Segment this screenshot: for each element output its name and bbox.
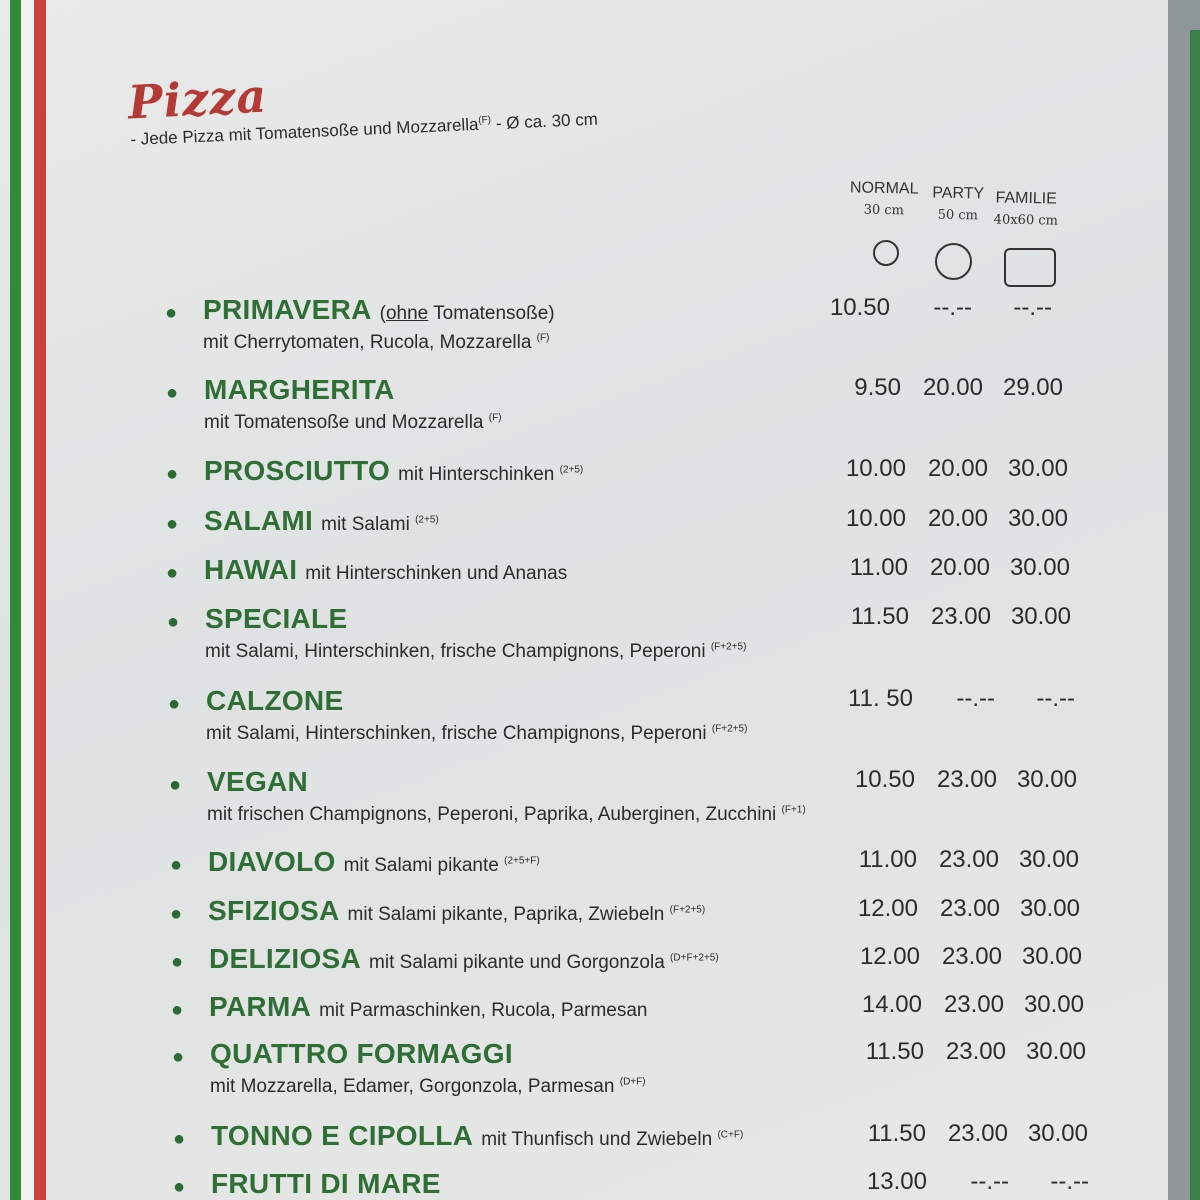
description-text: mit frischen Champignons, Peperoni, Paprika, Auberginen, Zucchini bbox=[207, 804, 777, 825]
price-party: 23.00 bbox=[936, 766, 997, 793]
bullet-icon: ● bbox=[169, 774, 182, 796]
menu-item-hawai bbox=[166, 554, 1106, 586]
item-description bbox=[207, 804, 1109, 826]
item-name: QUATTRO FORMAGGI bbox=[210, 1038, 513, 1069]
price-normal: 11.00 bbox=[849, 554, 908, 581]
item-name: MARGHERITA bbox=[204, 374, 395, 405]
next-page-edge bbox=[1168, 0, 1200, 1200]
price-normal: 11.50 bbox=[850, 603, 909, 630]
menu-item-quattro-formaggi bbox=[172, 1038, 1112, 1098]
allergen-code: (F+2+5) bbox=[669, 904, 706, 916]
price-party: 20.00 bbox=[922, 374, 983, 401]
column-label: FAMILIE bbox=[995, 189, 1058, 208]
menu-item-margherita bbox=[166, 374, 1106, 434]
price-normal: 12.00 bbox=[857, 895, 918, 922]
description-text: mit Salami pikante und Gorgonzola bbox=[369, 952, 665, 973]
menu-item-prosciutto bbox=[166, 455, 1106, 487]
price-familie: --.-- bbox=[1036, 685, 1075, 712]
item-name: SALAMI bbox=[204, 505, 314, 536]
description-text: mit Salami, Hinterschinken, frische Champignons, Peperoni bbox=[205, 641, 706, 662]
bullet-icon: ● bbox=[166, 513, 179, 535]
price-party: 23.00 bbox=[930, 603, 991, 630]
menu-item-speciale bbox=[167, 603, 1107, 663]
price-party: 23.00 bbox=[943, 991, 1004, 1018]
bullet-icon: ● bbox=[172, 1046, 185, 1068]
item-description bbox=[481, 1129, 743, 1151]
price-normal: 11. 50 bbox=[848, 685, 913, 712]
allergen-code: (F+1) bbox=[781, 804, 806, 816]
bullet-icon: ● bbox=[168, 693, 181, 715]
item-name: CALZONE bbox=[206, 685, 344, 716]
price-normal: 11.50 bbox=[867, 1120, 926, 1147]
price-party: 23.00 bbox=[945, 1038, 1006, 1065]
item-prices bbox=[845, 766, 1077, 794]
item-prices bbox=[838, 554, 1070, 582]
price-familie: 30.00 bbox=[1010, 603, 1071, 630]
description-text: mit Salami pikante bbox=[343, 855, 499, 876]
item-prices bbox=[848, 895, 1080, 923]
bullet-icon: ● bbox=[165, 302, 178, 324]
column-label: NORMAL bbox=[849, 179, 919, 198]
column-size: 40x60 cm bbox=[993, 212, 1059, 229]
item-description bbox=[206, 723, 1108, 745]
price-familie: 29.00 bbox=[1002, 374, 1063, 401]
bullet-icon: ● bbox=[173, 1176, 186, 1198]
item-name: SFIZIOSA bbox=[208, 895, 340, 926]
menu-item-parma bbox=[171, 991, 1111, 1023]
column-size: 30 cm bbox=[863, 202, 905, 219]
item-prices bbox=[847, 846, 1079, 874]
item-prices bbox=[831, 374, 1063, 402]
price-normal: 10.00 bbox=[845, 455, 906, 482]
description-text: mit Hinterschinken bbox=[398, 464, 555, 485]
item-name: DIAVOLO bbox=[208, 846, 336, 877]
bullet-icon: ● bbox=[166, 382, 179, 404]
item-description bbox=[204, 412, 1106, 434]
price-familie: --.-- bbox=[1050, 1168, 1089, 1195]
allergen-code: (F+2+5) bbox=[710, 641, 747, 653]
price-party: 20.00 bbox=[927, 505, 988, 532]
subtitle-text: - Jede Pizza mit Tomatensoße und Mozzarella bbox=[130, 114, 479, 149]
item-prices bbox=[856, 1120, 1088, 1148]
item-prices bbox=[820, 294, 1052, 322]
item-prices bbox=[843, 685, 1075, 713]
price-party: 23.00 bbox=[939, 895, 1000, 922]
description-text: mit Salami pikante, Paprika, Zwiebeln bbox=[347, 904, 665, 925]
item-description: mit Parmaschinken, Rucola, Parmesan bbox=[319, 1000, 648, 1021]
price-party: --.-- bbox=[933, 294, 972, 321]
price-normal: 10.50 bbox=[829, 294, 890, 321]
item-description bbox=[203, 332, 1105, 354]
allergen-code: (2+5) bbox=[559, 464, 584, 476]
allergen-code: (F+2+5) bbox=[711, 723, 748, 735]
item-name: VEGAN bbox=[207, 766, 309, 797]
item-name: HAWAI bbox=[204, 554, 298, 585]
price-familie: 30.00 bbox=[1023, 991, 1084, 1018]
menu-item-salami bbox=[166, 505, 1106, 537]
bullet-icon: ● bbox=[166, 562, 179, 584]
menu-item-calzone bbox=[168, 685, 1108, 745]
item-name: FRUTTI DI MARE bbox=[211, 1168, 441, 1199]
bullet-icon: ● bbox=[170, 854, 183, 876]
item-name: SPECIALE bbox=[205, 603, 348, 634]
price-normal: 14.00 bbox=[861, 991, 922, 1018]
menu-item-diavolo bbox=[170, 846, 1110, 878]
column-label: PARTY bbox=[932, 184, 985, 203]
price-party: --.-- bbox=[970, 1168, 1009, 1195]
bullet-icon: ● bbox=[170, 903, 183, 925]
price-familie: 30.00 bbox=[1021, 943, 1082, 970]
description-text: mit Tomatensoße und Mozzarella bbox=[204, 412, 484, 433]
item-prices bbox=[857, 1168, 1089, 1196]
description-text: mit Salami, Hinterschinken, frische Champignons, Peperoni bbox=[206, 723, 707, 744]
description-text: mit Cherrytomaten, Rucola, Mozzarella bbox=[203, 332, 532, 353]
column-size: 50 cm bbox=[937, 207, 979, 224]
price-normal: 11.00 bbox=[858, 846, 917, 873]
item-name: TONNO E CIPOLLA bbox=[211, 1120, 474, 1151]
item-prices bbox=[836, 505, 1068, 533]
item-prices bbox=[852, 991, 1084, 1019]
price-normal: 12.00 bbox=[859, 943, 920, 970]
price-party: 23.00 bbox=[938, 846, 999, 873]
item-description bbox=[344, 855, 540, 877]
item-description: mit Hinterschinken und Ananas bbox=[305, 563, 568, 584]
description-text: mit Mozzarella, Edamer, Gorgonzola, Parmesan bbox=[210, 1076, 615, 1097]
bullet-icon: ● bbox=[167, 611, 180, 633]
item-prices bbox=[839, 603, 1071, 631]
price-party: 20.00 bbox=[929, 554, 990, 581]
price-normal: 10.00 bbox=[845, 505, 906, 532]
price-familie: 30.00 bbox=[1019, 895, 1080, 922]
allergen-code: (2+5) bbox=[415, 514, 439, 526]
price-party: 23.00 bbox=[947, 1120, 1008, 1147]
item-description bbox=[369, 952, 719, 974]
bullet-icon: ● bbox=[173, 1128, 186, 1150]
menu-item-vegan bbox=[169, 766, 1109, 826]
note-emphasis: ohne bbox=[385, 303, 429, 324]
allergen-code: (C+F) bbox=[717, 1129, 744, 1141]
page-title: Pizza bbox=[126, 68, 269, 130]
item-name: PARMA bbox=[209, 991, 312, 1022]
item-note: (ohne Tomatensoße) bbox=[379, 303, 555, 324]
price-familie: --.-- bbox=[1013, 294, 1052, 321]
price-familie: 30.00 bbox=[1016, 766, 1077, 793]
description-text: mit Thunfisch und Zwiebeln bbox=[481, 1129, 713, 1150]
allergen-code: (F) bbox=[488, 412, 502, 424]
menu-item-frutti-di-mare bbox=[173, 1168, 1113, 1200]
menu-item-deliziosa bbox=[171, 943, 1111, 975]
allergen-code: (D+F+2+5) bbox=[670, 952, 719, 964]
item-name: PRIMAVERA bbox=[203, 294, 372, 325]
item-prices bbox=[850, 943, 1082, 971]
item-name: PROSCIUTTO bbox=[204, 455, 391, 486]
subtitle-size: - Ø ca. 30 cm bbox=[490, 109, 599, 134]
item-description bbox=[205, 641, 1107, 663]
description-text: mit Salami bbox=[321, 514, 410, 535]
price-familie: 30.00 bbox=[1027, 1120, 1088, 1147]
menu-item-tonno-e-cipolla bbox=[173, 1120, 1113, 1152]
menu-item-primavera bbox=[165, 294, 1105, 354]
price-familie: 30.00 bbox=[1007, 455, 1068, 482]
price-party: 23.00 bbox=[941, 943, 1002, 970]
price-party: --.-- bbox=[956, 685, 995, 712]
item-description bbox=[398, 464, 583, 486]
price-normal: 11.50 bbox=[865, 1038, 924, 1065]
price-normal: 10.50 bbox=[854, 766, 915, 793]
allergen-code: (D+F) bbox=[619, 1076, 646, 1088]
subtitle-allergen: (F) bbox=[478, 114, 492, 127]
bullet-icon: ● bbox=[171, 951, 184, 973]
item-description bbox=[321, 514, 439, 536]
item-prices bbox=[854, 1038, 1086, 1066]
price-familie: 30.00 bbox=[1025, 1038, 1086, 1065]
item-description bbox=[348, 904, 706, 926]
item-prices bbox=[836, 455, 1068, 483]
allergen-code: (F) bbox=[536, 332, 550, 344]
price-familie: 30.00 bbox=[1007, 505, 1068, 532]
price-familie: 30.00 bbox=[1009, 554, 1070, 581]
item-name: DELIZIOSA bbox=[209, 943, 362, 974]
price-party: 20.00 bbox=[927, 455, 988, 482]
bullet-icon: ● bbox=[171, 999, 184, 1021]
next-page-stripe bbox=[1190, 30, 1200, 1200]
bullet-icon: ● bbox=[166, 463, 179, 485]
price-familie: 30.00 bbox=[1018, 846, 1079, 873]
item-description bbox=[210, 1076, 1112, 1098]
price-normal: 13.00 bbox=[866, 1168, 927, 1195]
price-normal: 9.50 bbox=[854, 374, 901, 401]
menu-item-sfiziosa bbox=[170, 895, 1110, 927]
allergen-code: (2+5+F) bbox=[504, 855, 540, 867]
